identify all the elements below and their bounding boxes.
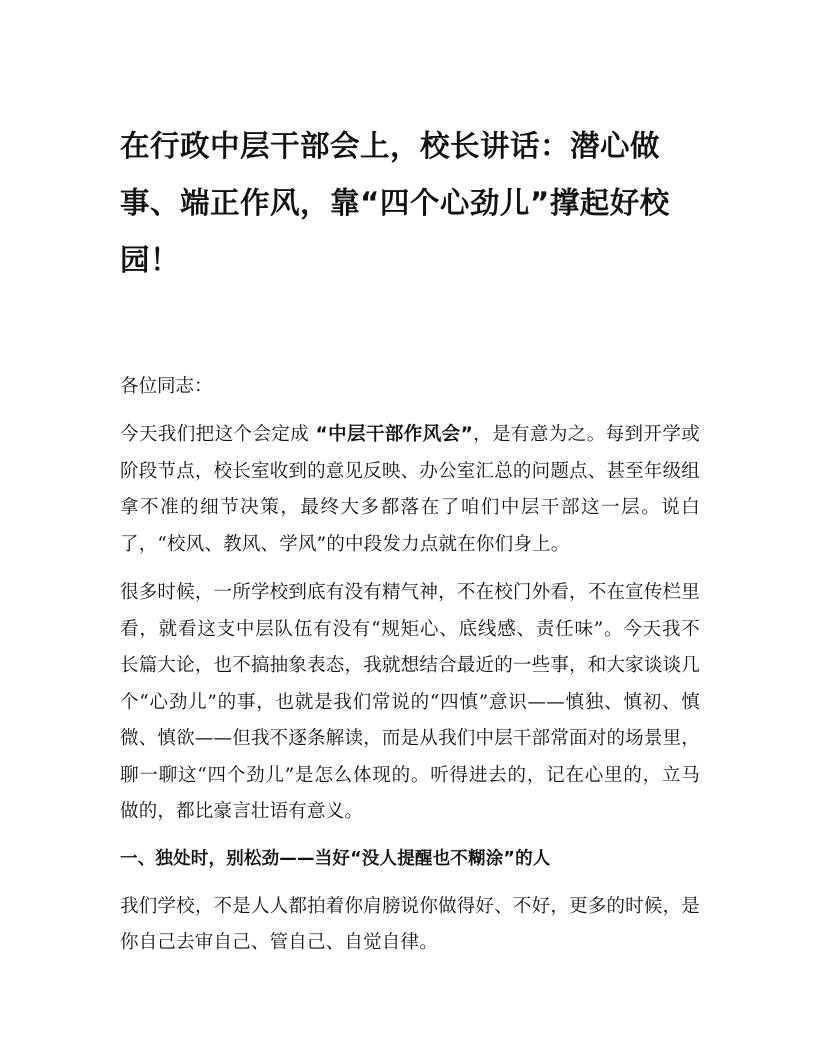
section-heading-1: 一、独处时，别松劲——当好“没人提醒也不糊涂”的人 bbox=[120, 848, 551, 869]
paragraph-intro-rest: ，是有意为之。每到开学或阶段节点，校长室收到的意见反映、办公室汇总的问题点、甚至年级组拿不准的细节决策，最终大多都落在了咱们中层干部这一层。说白了，“校风、教风、学风”的中段发力点就在你们身上。 bbox=[120, 424, 700, 555]
paragraph-intro bbox=[120, 417, 700, 563]
paragraph-intro-lead: 今天我们把这个会定成 bbox=[120, 424, 316, 445]
meeting-name-emphasis: “中层干部作风会” bbox=[315, 424, 473, 445]
document-title: 在行政中层干部会上，校长讲话：潜心做事、端正作风，靠“四个心劲儿”撑起好校园！ bbox=[120, 129, 670, 277]
document-page bbox=[120, 118, 700, 962]
section-1-paragraph: 我们学校，不是人人都拍着你肩膀说你做得好、不好，更多的时候，是你自己去审自己、管自己、自觉自律。 bbox=[120, 895, 700, 953]
paragraph-spirit: 很多时候，一所学校到底有没有精气神，不在校门外看，不在宣传栏里看，就看这支中层队伍有没有“规矩心、底线感、责任味”。今天我不长篇大论，也不搞抽象表态，我就想结合最近的一些事，和大家谈谈几个“心劲儿”的事，也就是我们常说的“四慎”意识——慎独、慎初、慎微、慎欲——但我不逐条解读，而是从我们中层干部常面对的场景里，聊一聊这“四个劲儿”是怎么体现的。听得进去的，记在心里的，立马做的，都比豪言壮语有意义。 bbox=[120, 582, 700, 822]
greeting: 各位同志： bbox=[120, 376, 213, 397]
